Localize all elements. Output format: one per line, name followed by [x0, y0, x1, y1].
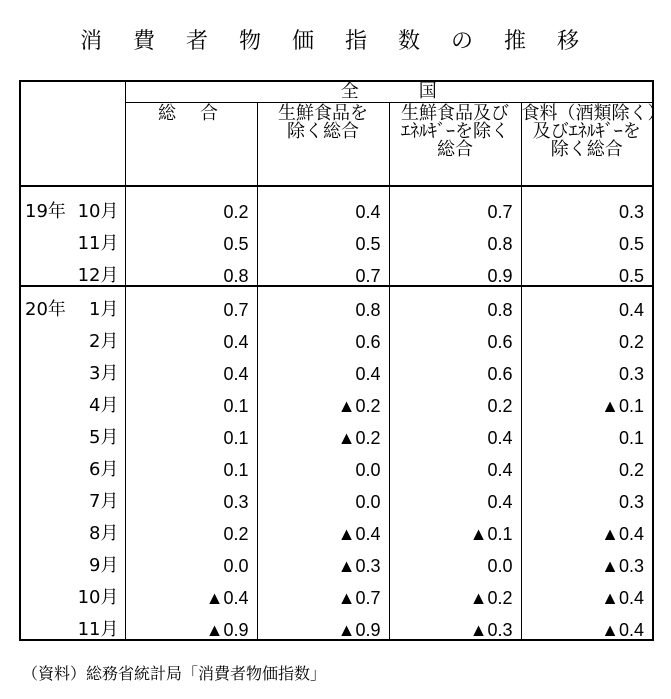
table-row [20, 511, 653, 543]
year-cell [20, 319, 70, 351]
value-cell: 0.4 [389, 447, 521, 479]
column-header-line: 食料（酒類除く） [521, 103, 666, 124]
column-header-line: 総合 [158, 103, 242, 124]
table-row [20, 186, 653, 221]
value-cell: 0.1 [125, 383, 257, 415]
value-cell: 0.2 [125, 511, 257, 543]
value-cell: 0.0 [257, 479, 389, 511]
value-cell: 0.0 [257, 447, 389, 479]
value-cell: 0.8 [125, 253, 257, 286]
year-cell: 20年 [20, 286, 70, 319]
column-header-3 [389, 103, 521, 187]
value-cell: 0.0 [125, 543, 257, 575]
year-cell [20, 415, 70, 447]
month-cell: 3月 [89, 363, 119, 384]
year-cell [20, 253, 70, 286]
value-cell: 0.3 [521, 479, 653, 511]
value-cell: 0.4 [389, 415, 521, 447]
value-cell: 0.3 [521, 186, 653, 221]
value-cell: ▲0.3 [257, 543, 389, 575]
value-cell: ▲0.1 [389, 511, 521, 543]
value-cell: 0.6 [389, 351, 521, 383]
value-cell: 0.8 [257, 286, 389, 319]
value-cell: 0.7 [389, 186, 521, 221]
year-cell: 19年 [20, 186, 70, 221]
value-cell: 0.9 [389, 253, 521, 286]
value-cell: 0.8 [389, 221, 521, 253]
value-cell: ▲0.2 [257, 415, 389, 447]
table-row [20, 575, 653, 607]
year-cell [20, 479, 70, 511]
month-cell: 11月 [70, 607, 125, 640]
table-row [20, 253, 653, 286]
value-cell: ▲0.4 [257, 511, 389, 543]
year-cell [20, 351, 70, 383]
value-cell: ▲0.1 [521, 383, 653, 415]
column-header-line: 生鮮食品及び [401, 103, 509, 124]
month-cell: 12月 [77, 265, 119, 286]
value-cell: ▲0.7 [257, 575, 389, 607]
value-cell: 0.4 [257, 186, 389, 221]
value-cell: 0.4 [389, 479, 521, 511]
value-cell: 0.7 [125, 286, 257, 319]
value-cell: 0.5 [257, 221, 389, 253]
group-header-row [20, 81, 653, 103]
month-cell: 10月 [77, 587, 119, 608]
value-cell: 0.1 [125, 415, 257, 447]
column-header-line: 除く総合 [550, 139, 623, 160]
value-cell: 0.2 [389, 383, 521, 415]
month-cell: 11月 [77, 233, 119, 254]
month-cell: 7月 [89, 491, 119, 512]
group-header-nationwide [125, 81, 653, 103]
value-cell: 0.2 [521, 319, 653, 351]
table-row [20, 319, 653, 351]
column-header-line: 除く総合 [287, 121, 359, 142]
value-cell: 0.2 [125, 186, 257, 221]
column-header-4 [521, 103, 666, 187]
value-cell: 0.5 [521, 221, 653, 253]
table-row [20, 543, 653, 575]
year-cell [20, 607, 70, 640]
value-cell: 0.5 [521, 253, 653, 286]
value-cell: 0.8 [389, 286, 521, 319]
column-header-1 [125, 103, 257, 187]
value-cell: 0.2 [521, 447, 653, 479]
table-row [20, 383, 653, 415]
value-cell: ▲0.9 [125, 607, 257, 640]
value-cell: 0.1 [125, 447, 257, 479]
value-cell: ▲0.4 [125, 575, 257, 607]
table-row [20, 447, 653, 479]
value-cell: 0.3 [125, 479, 257, 511]
year-cell [20, 221, 70, 253]
year-cell [20, 543, 70, 575]
table-row [20, 607, 653, 640]
value-cell: 0.5 [125, 221, 257, 253]
page-title: 消 費 者 物 価 指 数 の 推 移 [80, 29, 591, 54]
value-cell: 0.4 [125, 319, 257, 351]
month-cell: 9月 [89, 555, 119, 576]
year-cell [20, 511, 70, 543]
table-row [20, 415, 653, 447]
table-row [20, 221, 653, 253]
value-cell: ▲0.4 [521, 511, 653, 543]
column-header-line: ｴﾈﾙｷﾞｰを除く [401, 121, 509, 142]
value-cell: 0.3 [521, 351, 653, 383]
group-header-label: 全国 [340, 81, 497, 102]
column-header-2 [257, 103, 389, 187]
table-row [20, 351, 653, 383]
source-note: （資料）総務省統計局「消費者物価指数」 [22, 664, 327, 683]
year-cell [20, 447, 70, 479]
value-cell: ▲0.9 [257, 607, 389, 640]
month-cell: 6月 [89, 459, 119, 480]
month-cell: 10月 [70, 186, 125, 221]
column-header-line: 生鮮食品を [278, 103, 368, 124]
value-cell: 0.7 [257, 253, 389, 286]
column-header-line: 及びｴﾈﾙｷﾞｰを [532, 121, 641, 142]
year-cell [20, 575, 70, 607]
value-cell: 0.6 [389, 319, 521, 351]
column-header-line: 総合 [437, 139, 473, 160]
month-cell: 8月 [89, 523, 119, 544]
month-cell: 2月 [89, 331, 119, 352]
table-row [20, 286, 653, 319]
value-cell: ▲0.2 [389, 575, 521, 607]
table-row [20, 479, 653, 511]
month-cell: 1月 [70, 286, 125, 319]
value-cell: ▲0.3 [521, 543, 653, 575]
value-cell: 0.4 [257, 351, 389, 383]
value-cell: 0.6 [257, 319, 389, 351]
value-cell: 0.0 [389, 543, 521, 575]
value-cell: ▲0.2 [257, 383, 389, 415]
month-cell: 4月 [89, 395, 119, 416]
value-cell: ▲0.3 [389, 607, 521, 640]
value-cell: 0.1 [521, 415, 653, 447]
value-cell: ▲0.4 [521, 575, 653, 607]
value-cell: 0.4 [125, 351, 257, 383]
year-cell [20, 383, 70, 415]
corner-cell [20, 81, 125, 186]
month-cell: 5月 [89, 427, 119, 448]
cpi-table [19, 80, 666, 641]
value-cell: 0.4 [521, 286, 653, 319]
value-cell: ▲0.4 [521, 607, 653, 640]
